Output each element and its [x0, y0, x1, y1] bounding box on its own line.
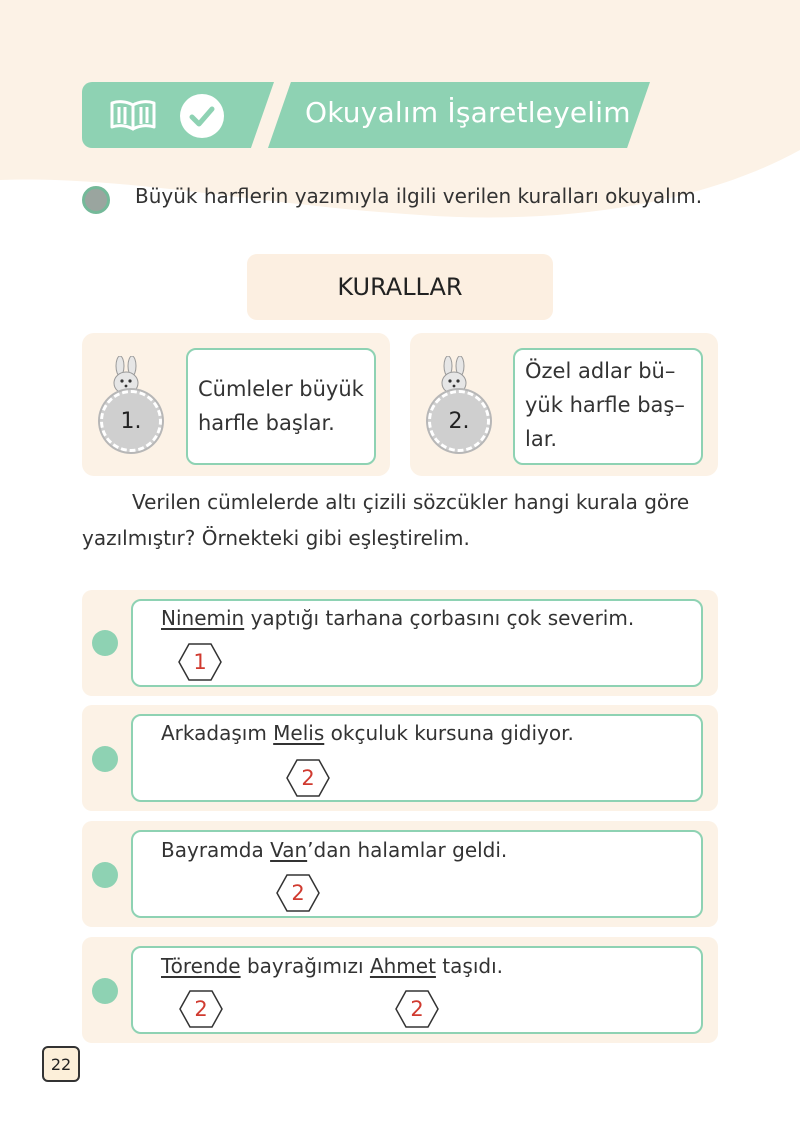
answer-value: 2	[410, 997, 424, 1021]
check-icon	[180, 94, 224, 138]
intro-text: Büyük harflerin yazımıyla ilgili verilen kuralları okuyalım.	[135, 184, 703, 208]
rules-title: KURALLAR	[247, 254, 553, 320]
intro-bullet-icon	[82, 186, 110, 214]
rule-number: 1.	[100, 390, 162, 452]
sentence-text: okçuluk kursuna gidiyor.	[324, 721, 574, 745]
rule-line: harfle başlar.	[198, 411, 335, 435]
answer-value: 2	[194, 997, 208, 1021]
page-title: Okuyalım İşaretleyelim	[305, 96, 631, 129]
underlined-word: Ninemin	[161, 606, 245, 630]
answer-value: 2	[291, 881, 305, 905]
answer-value: 1	[193, 650, 207, 674]
exercise-sentence	[161, 954, 503, 978]
rule-line: Cümleler büyük	[198, 377, 364, 401]
sentence-text: Arkadaşım	[161, 721, 274, 745]
rule-line: lar.	[525, 427, 558, 451]
rule-line: yük harfle baş–	[525, 393, 685, 417]
sentence-text: Bayramda	[161, 838, 271, 862]
answer-hexagon[interactable]	[286, 759, 330, 797]
sentence-text: taşıdı.	[435, 954, 503, 978]
answer-value: 2	[301, 766, 315, 790]
underlined-word: Van	[270, 838, 308, 862]
rule-line: Özel adlar bü–	[525, 359, 676, 383]
answer-hexagon[interactable]	[179, 990, 223, 1028]
question-line: Verilen cümlelerde altı çizili sözcükler hangi kurala göre	[132, 490, 690, 514]
exercise-bullet-icon	[92, 862, 118, 888]
sentence-text: bayrağımızı	[240, 954, 370, 978]
sentence-text: yaptığı tarhana çorbasını çok severim.	[244, 606, 635, 630]
question-line: yazılmıştır? Örnekteki gibi eşleştirelim.	[82, 526, 470, 550]
exercise-sentence	[161, 606, 634, 630]
page-number: 22	[42, 1046, 80, 1082]
answer-hexagon[interactable]	[178, 643, 222, 681]
rule-number: 2.	[428, 390, 490, 452]
exercise-sentence	[161, 838, 507, 862]
exercise-bullet-icon	[92, 630, 118, 656]
underlined-word: Ahmet	[369, 954, 436, 978]
exercise-sentence	[161, 721, 574, 745]
answer-hexagon[interactable]	[276, 874, 320, 912]
answer-hexagon[interactable]	[395, 990, 439, 1028]
book-icon	[108, 99, 158, 131]
exercise-bullet-icon	[92, 746, 118, 772]
rule-text-2	[513, 348, 703, 465]
rule-text-1	[186, 348, 376, 465]
underlined-word: Melis	[273, 721, 325, 745]
underlined-word: Törende	[161, 954, 241, 978]
exercise-bullet-icon	[92, 978, 118, 1004]
sentence-text: ’dan halamlar geldi.	[307, 838, 508, 862]
question-text	[82, 484, 722, 556]
